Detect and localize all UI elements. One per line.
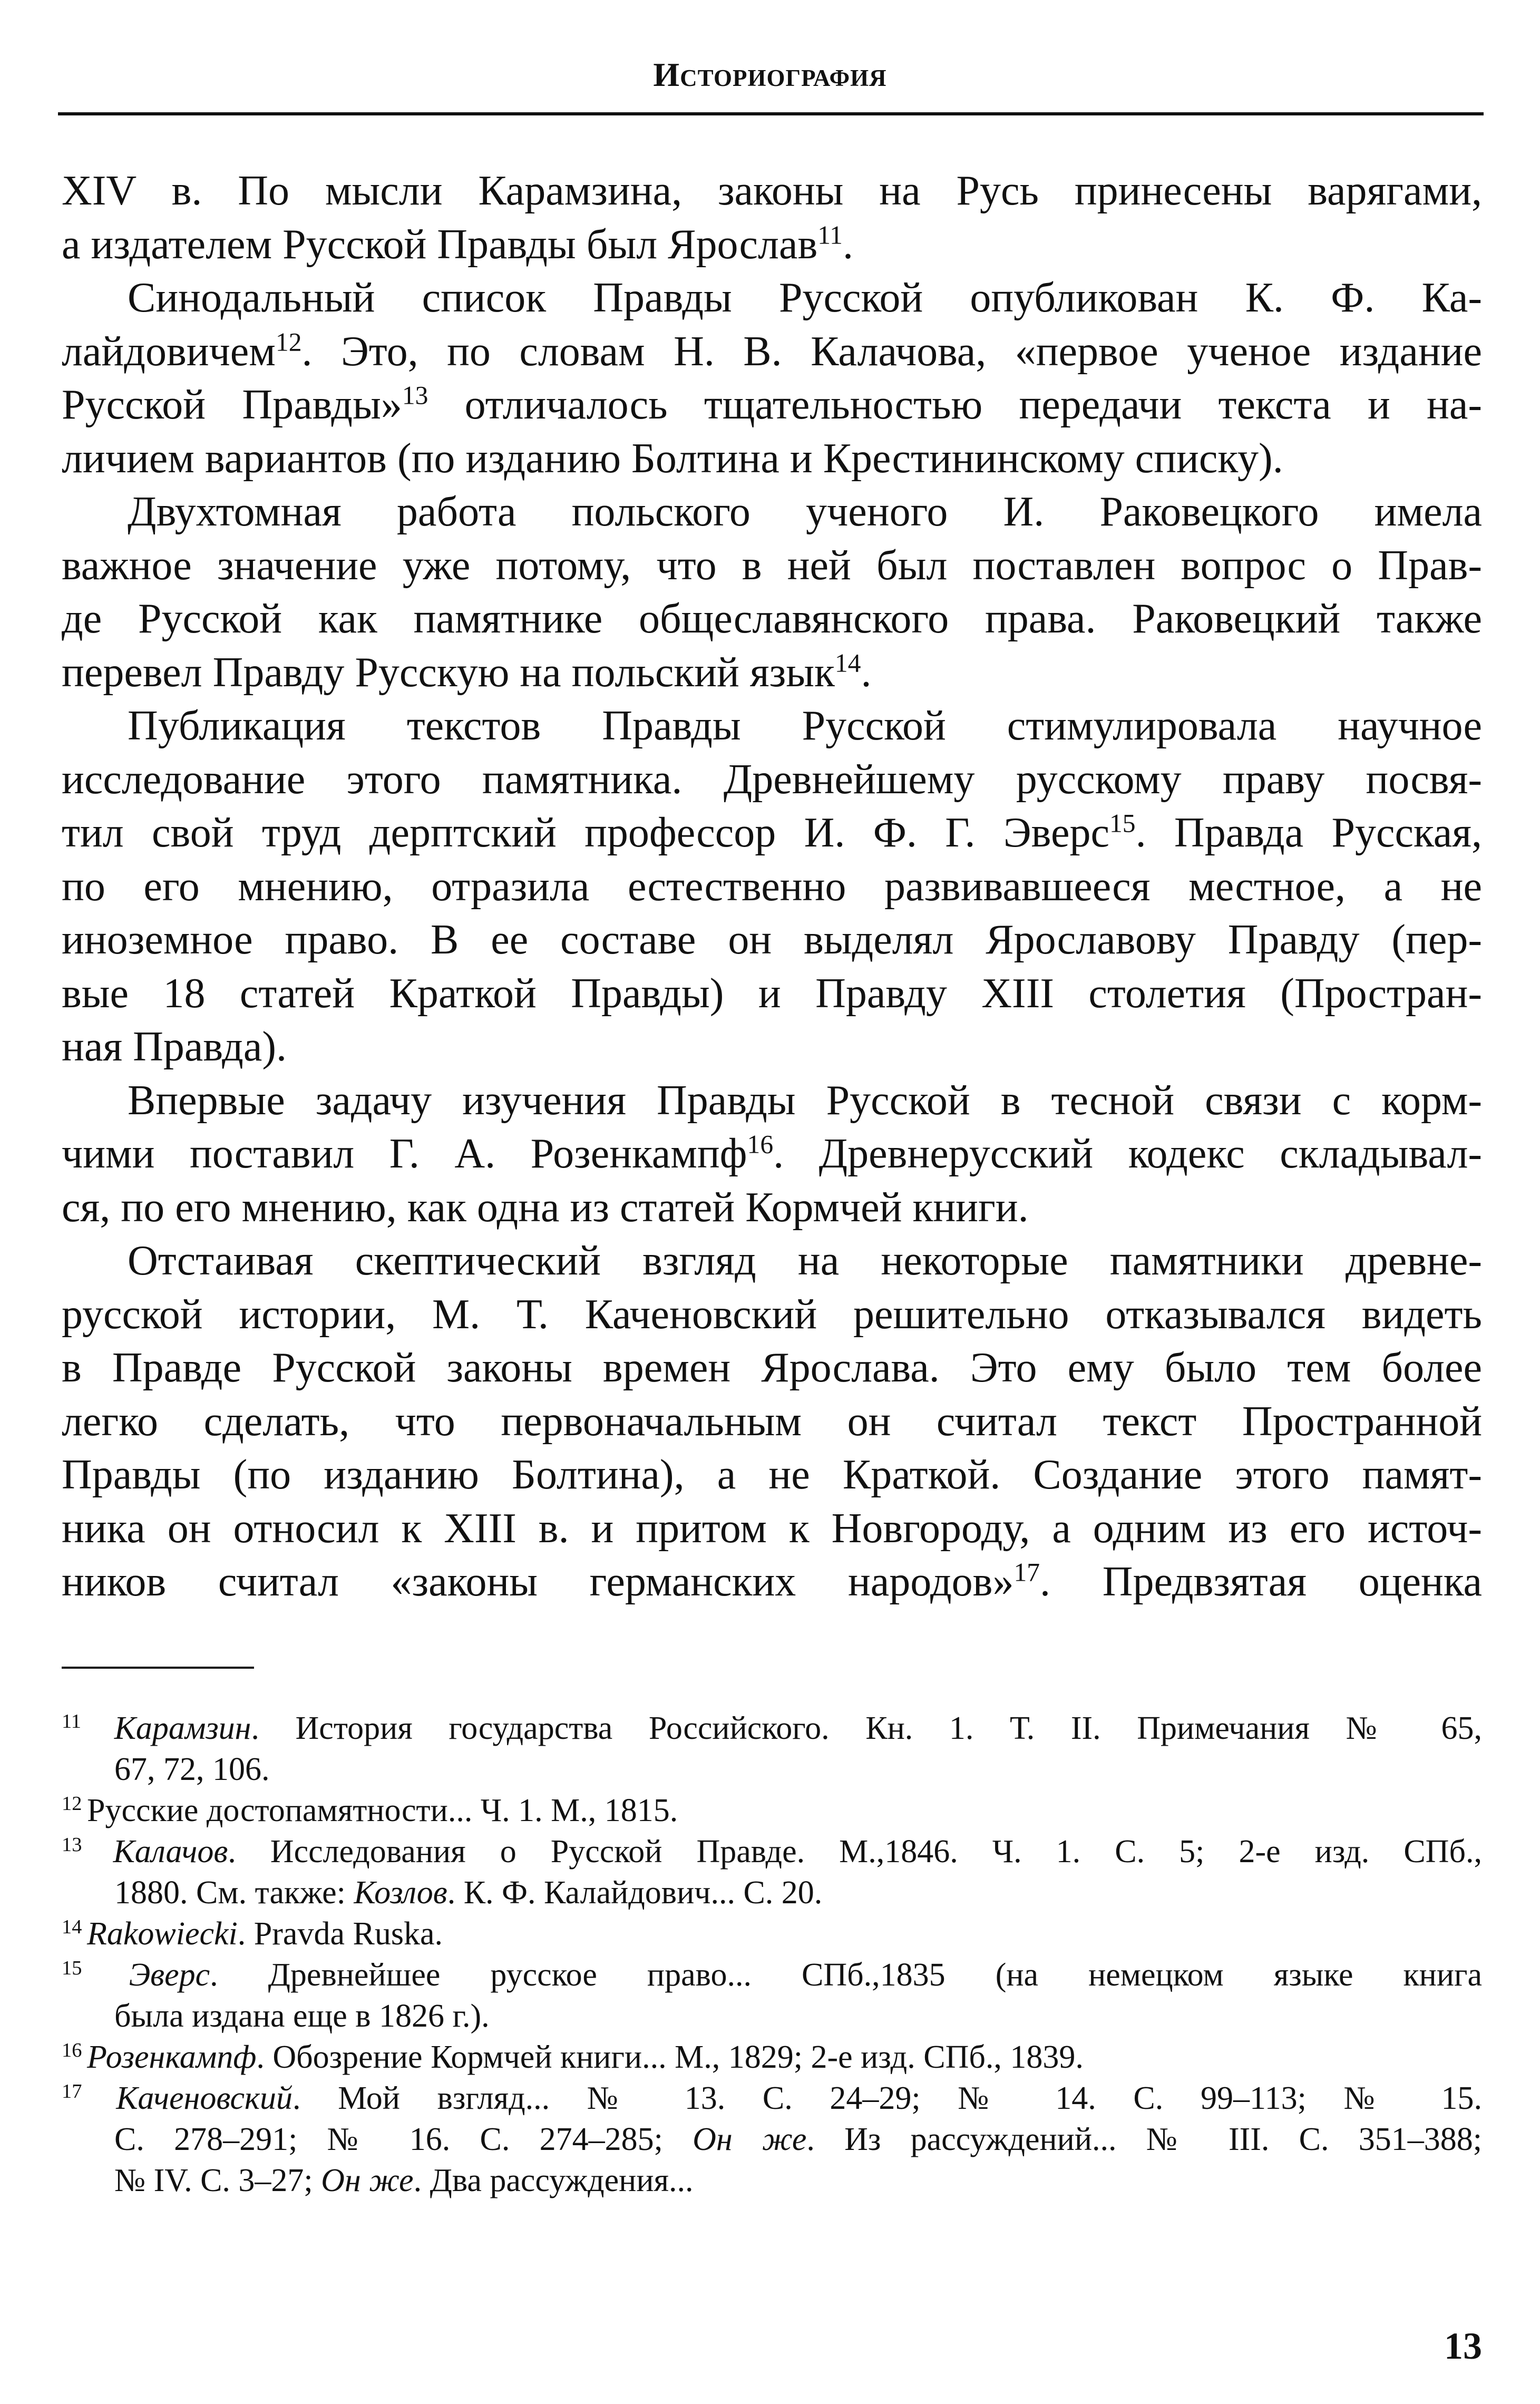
text-segment: Впервые задачу изучения Правды Русской в тесной связи с корм-	[128, 1077, 1482, 1124]
running-header: Историография	[653, 56, 887, 93]
text-segment: ная Правда).	[62, 1024, 287, 1070]
text-segment: перевел Правду Русскую на польский язык	[62, 649, 835, 696]
text-segment: С. 278–291; № 16. С. 274–285;	[114, 2121, 693, 2157]
italic-text: Эверс	[129, 1957, 210, 1993]
text-segment: вые 18 статей Краткой Правды) и Правду XIII столетия (Простран-	[62, 970, 1482, 1017]
footnote-line	[62, 1954, 1482, 1996]
text-line	[62, 1181, 1482, 1235]
footnote-line	[62, 1831, 1482, 1872]
footnote-ref: 11	[817, 220, 843, 250]
footnote-line	[62, 1996, 1482, 2037]
footnote-line	[62, 2078, 1482, 2119]
text-segment: . Древнерусский кодекс складывал-	[773, 1131, 1483, 1177]
footnote-ref: 16	[62, 2039, 87, 2061]
text-segment: иноземное право. В ее составе он выделял Ярославову Правду (пер-	[62, 917, 1482, 963]
text-line	[62, 378, 1482, 432]
footnote-separator	[62, 1667, 254, 1669]
footnote-ref: 15	[62, 1957, 129, 1979]
footnote-ref: 17	[62, 2080, 116, 2103]
text-segment: Двухтомная работа польского ученого И. Раковецкого имела	[128, 489, 1482, 535]
text-segment: ников считал «законы германских народов»	[62, 1559, 1014, 1605]
footnote-ref: 14	[62, 1915, 87, 1938]
body-text	[62, 164, 1482, 1609]
text-line	[62, 1127, 1482, 1181]
text-line	[62, 1341, 1482, 1395]
footnote-ref: 12	[275, 327, 302, 357]
text-line	[62, 806, 1482, 860]
text-segment: чими поставил Г. А. Розенкампф	[62, 1131, 747, 1177]
text-segment: . Древнейшее русское право... СПб.,1835 (на немецком языке книга	[210, 1957, 1482, 1993]
text-line	[62, 218, 1482, 272]
text-segment: была издана еще в 1826 г.).	[114, 1998, 490, 2034]
footnote-line	[62, 1749, 1482, 1790]
text-line	[62, 271, 1482, 325]
footnote-ref: 11	[62, 1710, 114, 1733]
italic-text: Он же	[693, 2121, 807, 2157]
footnote-line	[62, 1708, 1482, 1749]
text-segment: Русские достопамятности... Ч. 1. М., 1815.	[87, 1793, 678, 1828]
text-line	[62, 753, 1482, 807]
text-segment: в Правде Русской законы времен Ярослава. Это ему было тем более	[62, 1345, 1482, 1391]
text-segment: . Исследования о Русской Правде. М.,1846. Ч. 1. С. 5; 2-е изд. СПб.,	[228, 1834, 1482, 1870]
italic-text: Rakowiecki	[87, 1916, 238, 1952]
text-segment: русской истории, М. Т. Каченовский решительно отказывался видеть	[62, 1291, 1482, 1338]
header-rule	[58, 112, 1484, 115]
text-line	[62, 913, 1482, 967]
text-line	[62, 860, 1482, 914]
text-line	[62, 1555, 1482, 1609]
text-segment: лайдовичем	[62, 328, 276, 375]
text-line	[62, 539, 1482, 593]
text-segment: ника он относил к XIII в. и притом к Новгороду, а одним из его источ-	[62, 1505, 1482, 1552]
footnote-line	[62, 2160, 1482, 2201]
footnote-line	[62, 1913, 1482, 1954]
footnote-ref: 13	[62, 1833, 113, 1856]
footnote-ref: 12	[62, 1792, 87, 1815]
footnote-line	[62, 2119, 1482, 2160]
italic-text: Каченовский	[116, 2080, 293, 2116]
footnote-line	[62, 1790, 1482, 1831]
text-segment: . Pravda Ruska.	[237, 1916, 443, 1952]
text-segment: . Это, по словам Н. В. Калачова, «первое ученое издание	[301, 328, 1482, 375]
text-segment: 67, 72, 106.	[114, 1751, 270, 1787]
italic-text: Он же	[321, 2163, 414, 2198]
text-line	[62, 485, 1482, 539]
text-segment: . Из рассуждений... № III. С. 351–388;	[806, 2121, 1482, 2157]
text-segment: Публикация текстов Правды Русской стимулировала научное	[128, 703, 1482, 749]
text-line	[62, 1502, 1482, 1556]
text-segment: . Обозрение Кормчей книги... М., 1829; 2-е изд. СПб., 1839.	[256, 2039, 1084, 2075]
text-segment: важное значение уже потому, что в ней был поставлен вопрос о Прав-	[62, 542, 1482, 589]
text-segment: по его мнению, отразила естественно развивавшееся местное, а не	[62, 863, 1482, 910]
text-line	[62, 967, 1482, 1021]
text-segment: .	[861, 649, 872, 696]
text-segment: Русской Правды»	[62, 382, 402, 428]
footnote-ref: 16	[747, 1130, 774, 1159]
text-line	[62, 1074, 1482, 1128]
text-line	[62, 646, 1482, 700]
text-segment: а издателем Русской Правды был Ярослав	[62, 221, 818, 268]
text-line	[62, 432, 1482, 486]
text-line	[62, 164, 1482, 218]
text-segment: . Предвзятая оценка	[1040, 1559, 1482, 1605]
footnote-line	[62, 1872, 1482, 1913]
footnote-ref: 13	[402, 381, 428, 410]
text-segment: . Мой взгляд... № 13. С. 24–29; № 14. С. 99–113; № 15.	[293, 2080, 1482, 2116]
text-segment: исследование этого памятника. Древнейшему русскому праву посвя-	[62, 756, 1482, 803]
text-segment: . Два рассуждения...	[413, 2163, 694, 2198]
text-segment: XIV в. По мысли Карамзина, законы на Русь принесены варягами,	[62, 168, 1482, 214]
text-segment: . Правда Русская,	[1135, 810, 1483, 856]
text-segment: № IV. С. 3–27;	[114, 2163, 321, 2198]
page-number: 13	[1444, 2325, 1482, 2367]
text-line	[62, 1288, 1482, 1342]
text-segment: личием вариантов (по изданию Болтина и Крестининскому списку).	[62, 435, 1283, 482]
text-line	[62, 1020, 1482, 1074]
footnote-ref: 14	[834, 648, 861, 678]
italic-text: Розенкампф	[87, 2039, 257, 2075]
text-segment: . История государства Российского. Кн. 1. Т. II. Примечания № 65,	[251, 1710, 1482, 1746]
text-line	[62, 1448, 1482, 1502]
italic-text: Карамзин	[114, 1710, 251, 1746]
text-segment: Синодальный список Правды Русской опубликован К. Ф. Ка-	[128, 275, 1482, 321]
text-segment: . К. Ф. Калайдович... С. 20.	[447, 1875, 823, 1911]
text-segment: ся, по его мнению, как одна из статей Кормчей книги.	[62, 1184, 1029, 1231]
text-line	[62, 592, 1482, 646]
text-segment: Отстаивая скептический взгляд на некоторые памятники древне-	[128, 1238, 1482, 1284]
footnote-line	[62, 2037, 1482, 2078]
text-line	[62, 699, 1482, 753]
italic-text: Калачов	[113, 1834, 228, 1870]
text-line	[62, 325, 1482, 379]
footnotes	[62, 1708, 1482, 2201]
text-line	[62, 1234, 1482, 1288]
footnote-ref: 17	[1013, 1558, 1040, 1587]
footnote-ref: 15	[1109, 809, 1136, 838]
text-segment: отличалось тщательностью передачи текста и на-	[428, 382, 1483, 428]
text-line	[62, 1395, 1482, 1449]
text-segment: легко сделать, что первоначальным он считал текст Пространной	[62, 1398, 1482, 1445]
text-segment: де Русской как памятнике общеславянского права. Раковецкий также	[62, 596, 1482, 642]
text-segment: .	[842, 221, 853, 268]
text-segment: 1880. См. также:	[114, 1875, 354, 1911]
text-segment: тил свой труд дерптский профессор И. Ф. Г. Эверс	[62, 810, 1109, 856]
text-segment: Правды (по изданию Болтина), а не Краткой. Создание этого памят-	[62, 1452, 1482, 1498]
italic-text: Козлов	[354, 1875, 447, 1911]
